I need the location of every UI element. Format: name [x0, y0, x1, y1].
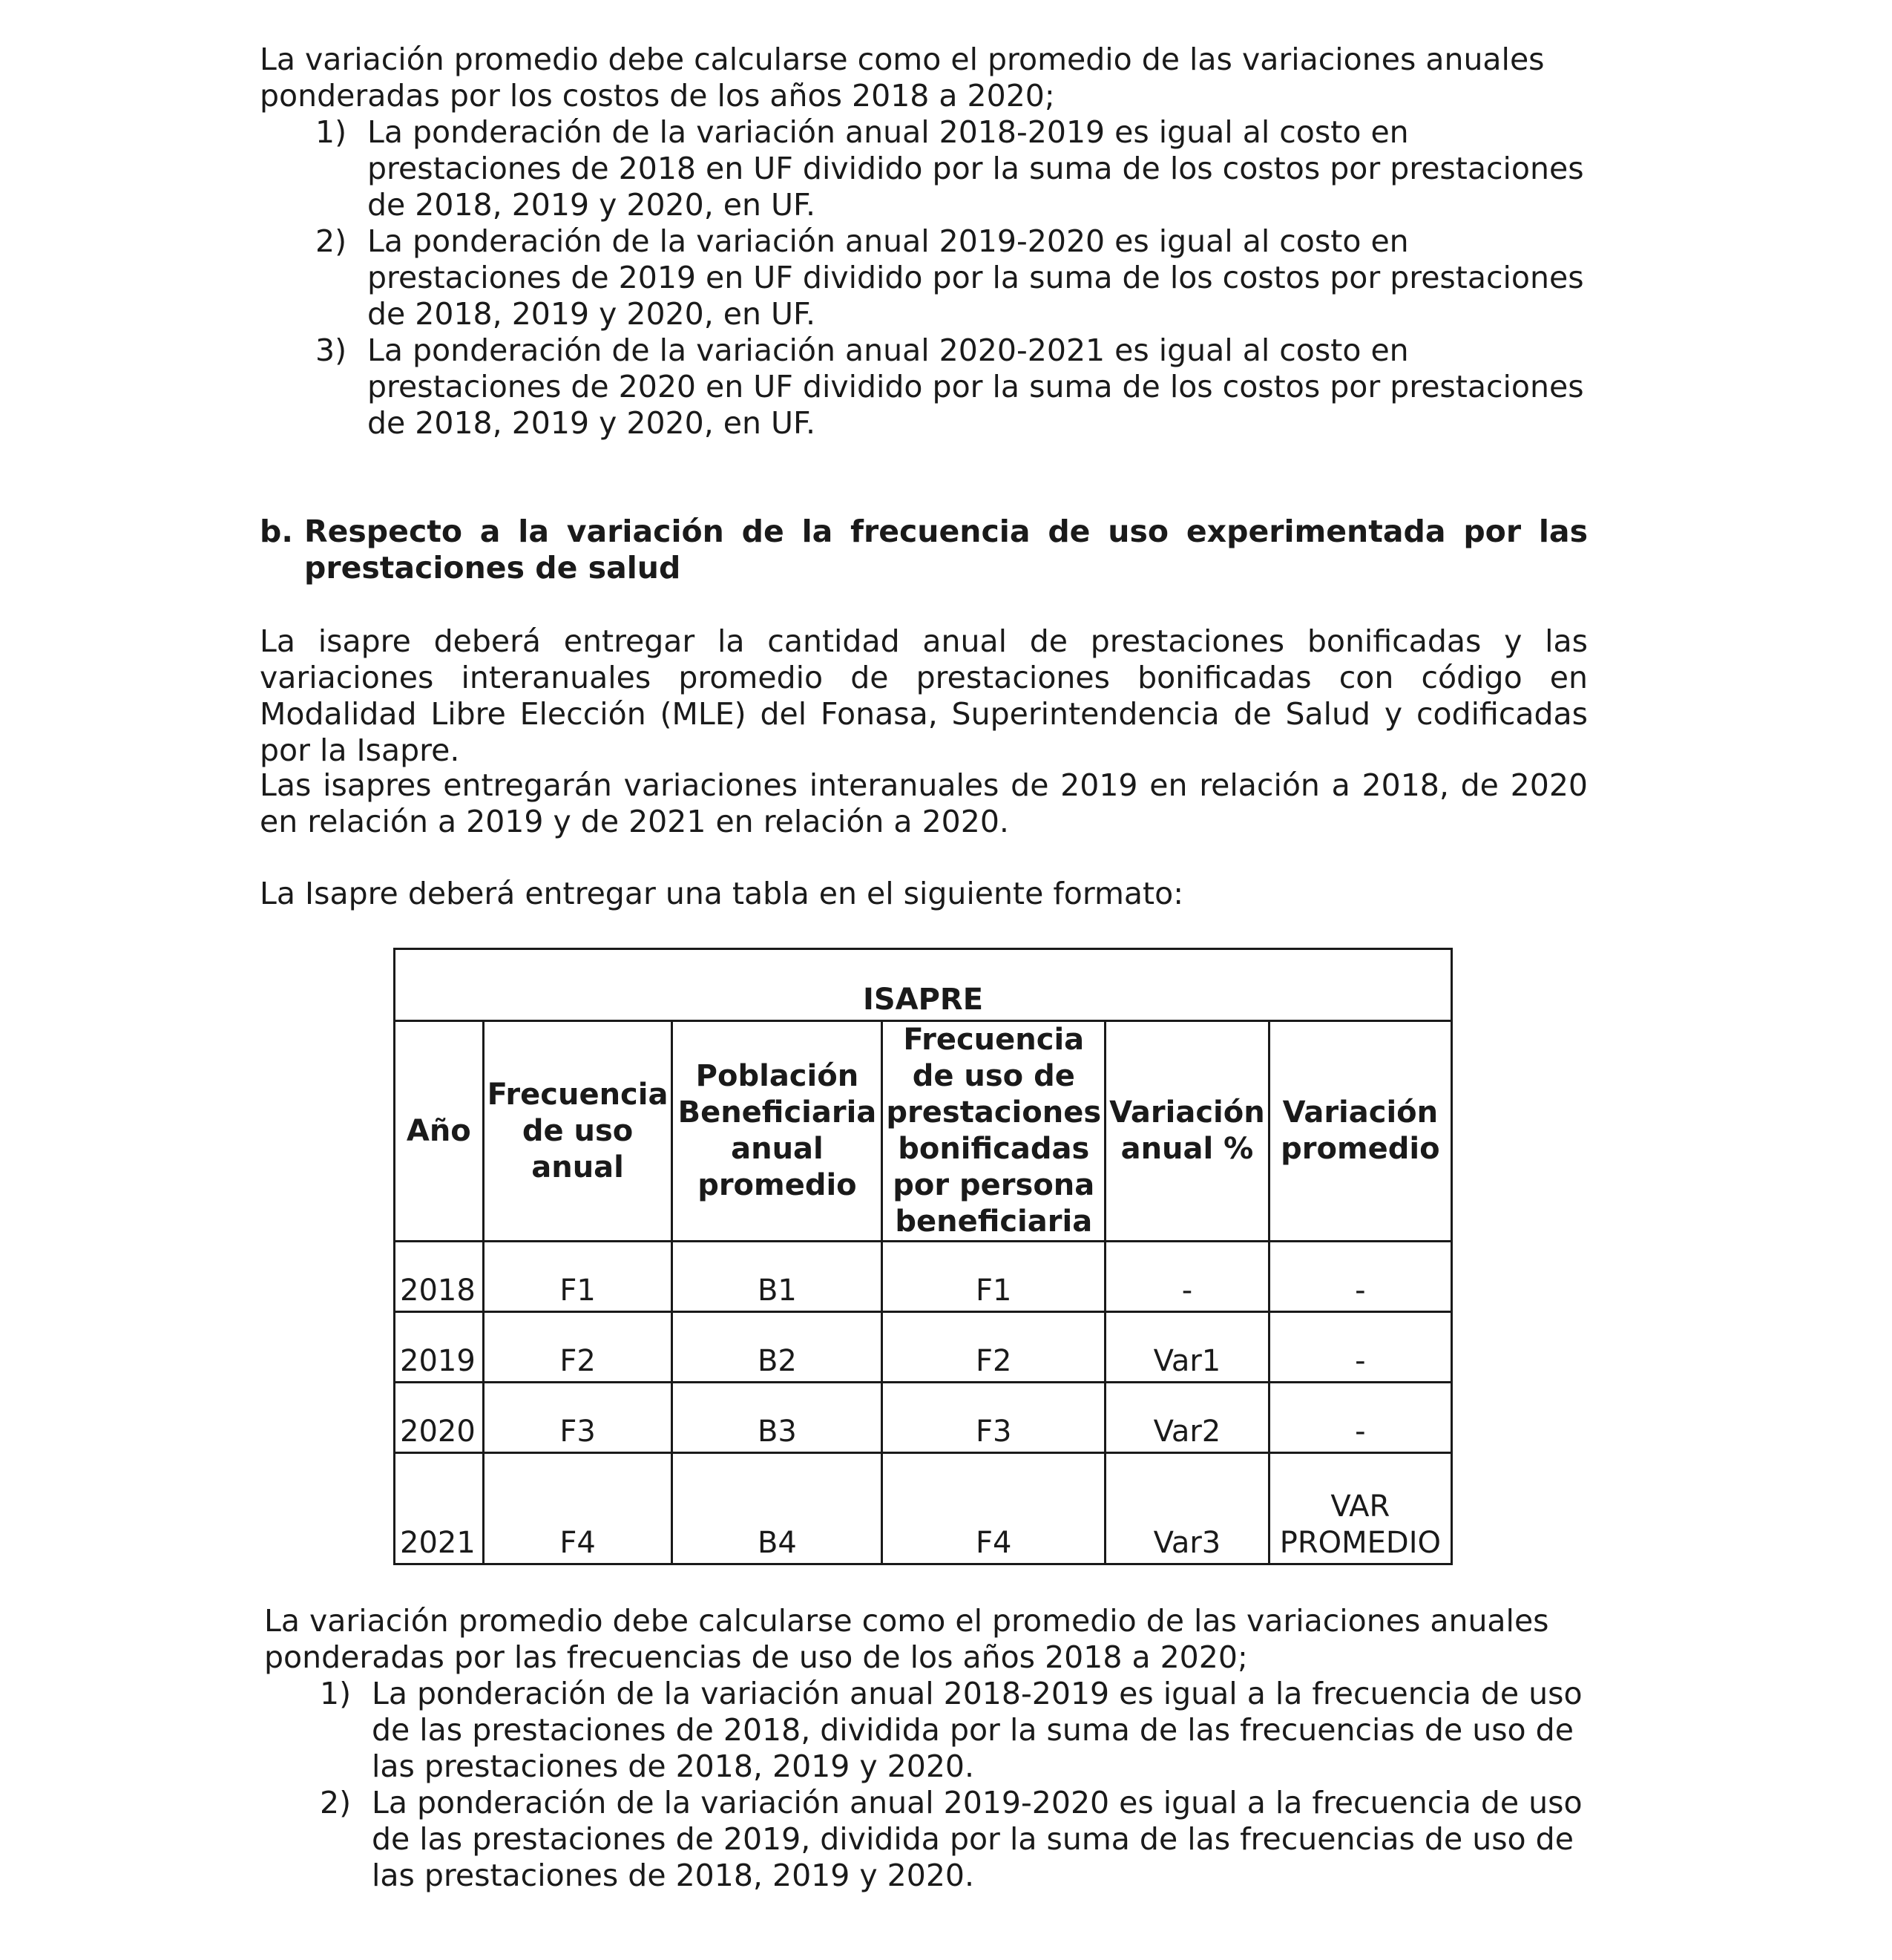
section-a-closing-intro: La variación promedio debe calcularse como el promedio de las variaciones anuales ponderadas por los costos de los años 2018 a 2020;: [260, 42, 1545, 114]
list-item-text: La ponderación de la variación anual 2020-2021 es igual al costo en prestaciones de 2020 en UF dividido por la suma de los costos por prestaciones de 2018, 2019 y 2020, en UF.: [367, 332, 1584, 441]
list-item: [260, 332, 1595, 442]
list-item-number: 1): [320, 1676, 352, 1711]
table-cell: F3: [882, 1383, 1106, 1453]
table-cell: Var3: [1106, 1453, 1269, 1564]
table-row: [395, 1312, 1452, 1383]
table-row: [395, 1453, 1452, 1564]
list-item-number: 2): [315, 223, 347, 259]
table-header-row: [395, 1021, 1452, 1242]
list-item-text: La ponderación de la variación anual 2018-2019 es igual a la frecuencia de uso de las prestaciones de 2018, dividida por la suma de las frecuencias de uso de las prestaciones de 2018, 2019 y 2020.: [372, 1676, 1583, 1784]
table-cell: VAR PROMEDIO: [1269, 1453, 1451, 1564]
table-cell: Var2: [1106, 1383, 1269, 1453]
list-item: [264, 1785, 1600, 1894]
section-b-paragraph-2: Las isapres entregarán variaciones interanuales de 2019 en relación a 2018, de 2020 en relación a 2019 y de 2021 en relación a 2020.: [260, 767, 1588, 839]
list-item-number: 2): [320, 1785, 352, 1820]
column-header-year: Año: [395, 1021, 484, 1242]
table-cell: F1: [483, 1242, 672, 1312]
section-b-paragraph-3: La Isapre deberá entregar una tabla en el siguiente formato:: [260, 876, 1184, 911]
table-cell-year: 2021: [395, 1453, 484, 1564]
table-title: ISAPRE: [395, 949, 1452, 1021]
list-item: [260, 223, 1595, 332]
column-header-frequency-per-beneficiary: Frecuencia de uso de prestaciones bonificadas por persona beneficiaria: [882, 1021, 1106, 1242]
section-b-closing-intro: La variación promedio debe calcularse como el promedio de las variaciones anuales ponderadas por las frecuencias de uso de los años 2018 a 2020;: [264, 1603, 1549, 1675]
list-item-number: 3): [315, 332, 347, 368]
table-cell: F3: [483, 1383, 672, 1453]
list-item: [260, 114, 1595, 223]
table-cell-year: 2019: [395, 1312, 484, 1383]
section-b-heading-text: Respecto a la variación de la frecuencia de uso experimentada por las prestaciones de salud: [304, 514, 1588, 586]
table-cell: B2: [672, 1312, 882, 1383]
table-cell: F4: [882, 1453, 1106, 1564]
table-cell: Var1: [1106, 1312, 1269, 1383]
column-header-average-variation: Variación promedio: [1269, 1021, 1451, 1242]
column-header-annual-variation: Variación anual %: [1106, 1021, 1269, 1242]
section-a-weighting-list: [260, 114, 1595, 442]
table-cell: -: [1269, 1312, 1451, 1383]
table-cell-year: 2018: [395, 1242, 484, 1312]
table-cell: -: [1269, 1242, 1451, 1312]
list-item-text: La ponderación de la variación anual 2018-2019 es igual al costo en prestaciones de 2018 en UF dividido por la suma de los costos por prestaciones de 2018, 2019 y 2020, en UF.: [367, 114, 1584, 223]
list-item-text: La ponderación de la variación anual 2019-2020 es igual a la frecuencia de uso de las prestaciones de 2019, dividida por la suma de las frecuencias de uso de las prestaciones de 2018, 2019 y 2020.: [372, 1785, 1583, 1893]
table-cell: F1: [882, 1242, 1106, 1312]
table-cell: F2: [483, 1312, 672, 1383]
section-b-heading: [260, 514, 1588, 586]
table-row: [395, 1242, 1452, 1312]
section-b-paragraph-1: La isapre deberá entregar la cantidad anual de prestaciones bonificadas y las variaciones interanuales promedio de prestaciones bonificadas con código en Modalidad Libre Elección (MLE) del Fonasa, Superintendencia de Salud y codificadas por la Isapre.: [260, 623, 1588, 768]
list-item: [264, 1676, 1600, 1785]
table-cell: -: [1106, 1242, 1269, 1312]
table-cell-year: 2020: [395, 1383, 484, 1453]
list-item-text: La ponderación de la variación anual 2019-2020 es igual al costo en prestaciones de 2019 en UF dividido por la suma de los costos por prestaciones de 2018, 2019 y 2020, en UF.: [367, 223, 1584, 332]
table-cell: -: [1269, 1383, 1451, 1453]
table-cell: B4: [672, 1453, 882, 1564]
column-header-annual-frequency: Frecuencia de uso anual: [483, 1021, 672, 1242]
section-b-letter: b.: [260, 514, 293, 549]
list-item-number: 1): [315, 114, 347, 150]
table-cell: F4: [483, 1453, 672, 1564]
section-b-weighting-list: [264, 1676, 1600, 1894]
table-title-row: [395, 949, 1452, 1021]
column-header-beneficiary-population: Población Beneficiaria anual promedio: [672, 1021, 882, 1242]
table-cell: F2: [882, 1312, 1106, 1383]
table-cell: B1: [672, 1242, 882, 1312]
table-row: [395, 1383, 1452, 1453]
table-cell: B3: [672, 1383, 882, 1453]
isapre-frequency-table: [393, 948, 1453, 1565]
